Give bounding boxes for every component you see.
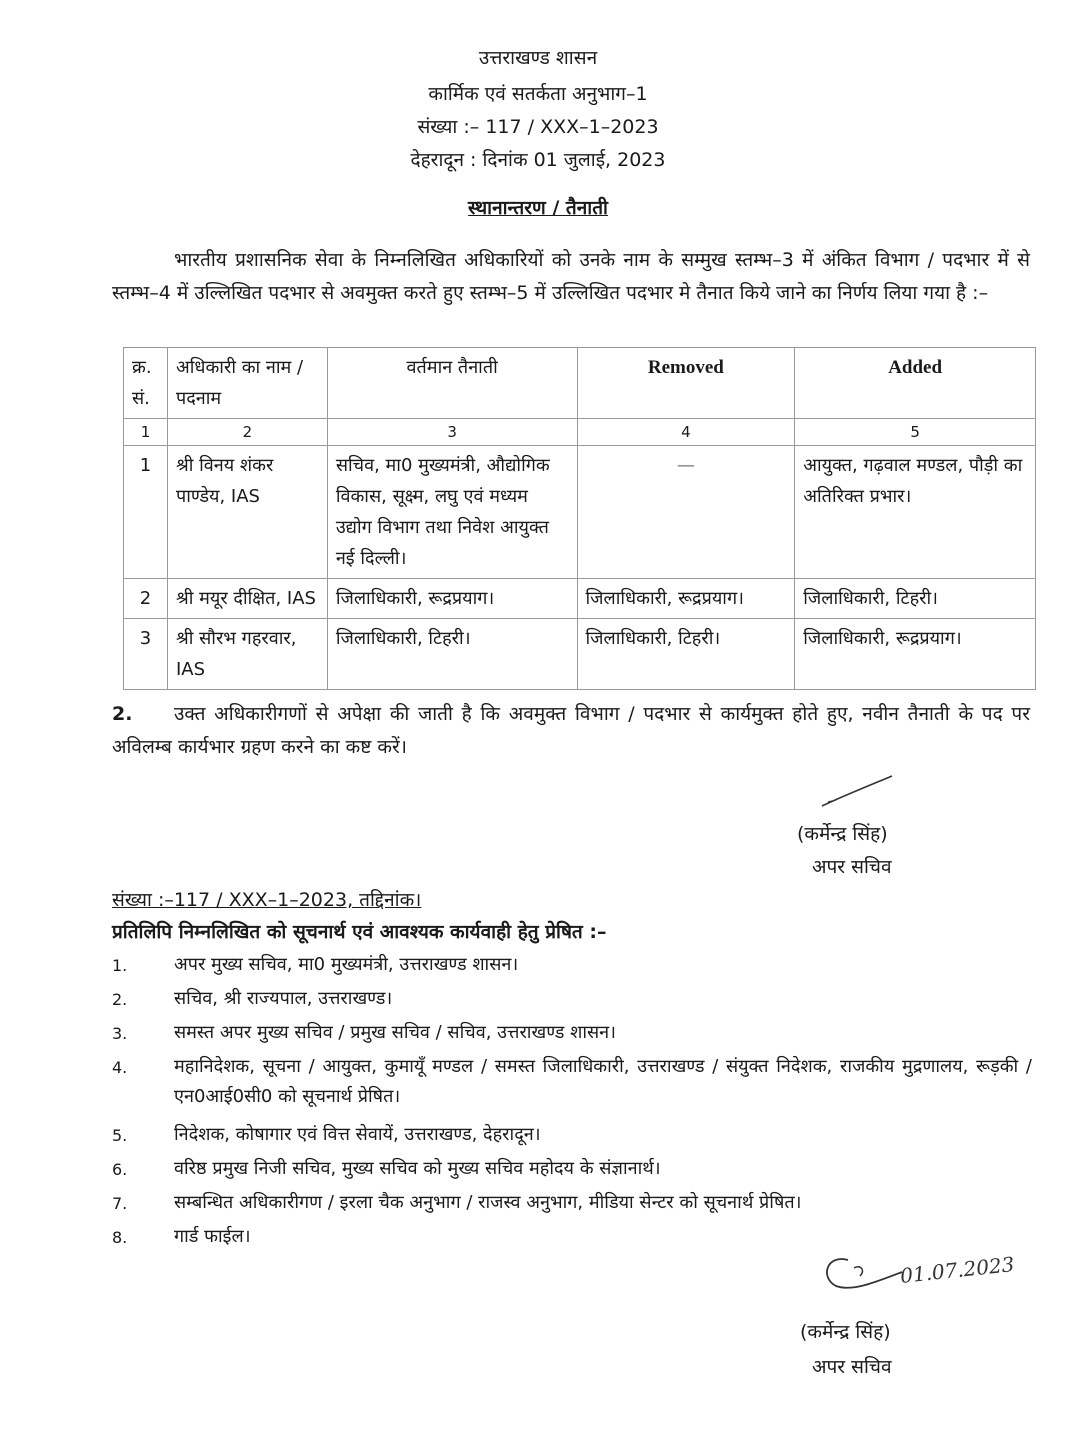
transfer-table — [123, 347, 1036, 690]
signature-stroke-2 — [818, 1248, 908, 1294]
list-item-number: 8. — [112, 1228, 128, 1247]
intro-paragraph-text: भारतीय प्रशासनिक सेवा के निम्नलिखित अधिकारियों को उनके नाम के सम्मुख स्तम्भ–3 में अंकित विभाग / पदभार में से स्तम्भ–4 में उल्लिखित पदभार से अवमुक्त करते हुए स्तम्भ–5 में उल्लिखित पदभार मे तैनात किये जाने का निर्णय लिया गया है :– — [112, 249, 1030, 304]
row-current-posting: सचिव, मा0 मुख्यमंत्री, औद्योगिक विकास, सूक्ष्म, लघु एवं मध्यम उद्योग विभाग तथा निवेश आयुक्त नई दिल्ली। — [327, 446, 577, 579]
header-place-date: देहरादून : दिनांक 01 जुलाई, 2023 — [410, 149, 666, 171]
list-item-number: 2. — [112, 990, 128, 1009]
column-number: 4 — [577, 419, 795, 446]
column-number: 1 — [124, 419, 168, 446]
row-removed: — — [577, 446, 795, 579]
list-item-text: निदेशक, कोषागार एवं वित्त सेवायें, उत्तराखण्ड, देहरादून। — [174, 1124, 541, 1145]
column-number: 5 — [795, 419, 1036, 446]
header-removed: Removed — [577, 348, 795, 419]
row-current-posting: जिलाधिकारी, रूद्रप्रयाग। — [327, 579, 577, 619]
signatory-designation-2: अपर सचिव — [812, 1356, 892, 1378]
table-row — [124, 619, 1036, 690]
row-removed: जिलाधिकारी, टिहरी। — [577, 619, 795, 690]
intro-paragraph — [112, 244, 1030, 310]
row-officer-name: श्री मयूर दीक्षित, IAS — [167, 579, 327, 619]
header-department: कार्मिक एवं सतर्कता अनुभाग–1 — [428, 83, 648, 105]
paragraph-2-text: उक्त अधिकारीगणों से अपेक्षा की जाती है कि अवमुक्त विभाग / पदभार से कार्यमुक्त होते हुए, नवीन तैनाती के पद पर अविलम्ब कार्यभार ग्रहण करने का कष्ट करें। — [112, 703, 1030, 758]
row-added: आयुक्त, गढ़वाल मण्डल, पौड़ी का अतिरिक्त प्रभार। — [795, 446, 1036, 579]
list-item-text: अपर मुख्य सचिव, मा0 मुख्यमंत्री, उत्तराखण्ड शासन। — [174, 954, 519, 975]
list-item-number: 5. — [112, 1126, 128, 1145]
list-item-text: सम्बन्धित अधिकारीगण / इरला चैक अनुभाग / राजस्व अनुभाग, मीडिया सेन्टर को सूचनार्थ प्रेषित। — [174, 1192, 802, 1213]
table-header-row — [124, 348, 1036, 419]
column-number: 3 — [327, 419, 577, 446]
list-item-number: 1. — [112, 956, 128, 975]
header-officer-name: अधिकारी का नाम / पदनाम — [167, 348, 327, 419]
row-sno: 1 — [124, 446, 168, 579]
list-item-text: गार्ड फाईल। — [174, 1226, 251, 1247]
signatory-designation-1: अपर सचिव — [812, 856, 892, 878]
copy-title: प्रतिलिपि निम्नलिखित को सूचनार्थ एवं आवश्यक कार्यवाही हेतु प्रेषित :– — [112, 921, 607, 943]
row-officer-name: श्री सौरभ गहरवार, IAS — [167, 619, 327, 690]
row-removed: जिलाधिकारी, रूद्रप्रयाग। — [577, 579, 795, 619]
column-number: 2 — [167, 419, 327, 446]
list-item-text: समस्त अपर मुख्य सचिव / प्रमुख सचिव / सचिव, उत्तराखण्ड शासन। — [174, 1022, 616, 1043]
list-item-number: 7. — [112, 1194, 128, 1213]
row-current-posting: जिलाधिकारी, टिहरी। — [327, 619, 577, 690]
row-sno: 2 — [124, 579, 168, 619]
table-row — [124, 579, 1036, 619]
list-item-number: 3. — [112, 1024, 128, 1043]
header-added: Added — [795, 348, 1036, 419]
header-government: उत्तराखण्ड शासन — [478, 47, 598, 69]
list-item-text: सचिव, श्री राज्यपाल, उत्तराखण्ड। — [174, 988, 393, 1009]
list-item-text: वरिष्ठ प्रमुख निजी सचिव, मुख्य सचिव को मुख्य सचिव महोदय के संज्ञानार्थ। — [174, 1158, 661, 1179]
row-sno: 3 — [124, 619, 168, 690]
signatory-name-2: (कर्मेन्द्र सिंह) — [800, 1321, 891, 1343]
row-added: जिलाधिकारी, टिहरी। — [795, 579, 1036, 619]
table-column-number-row — [124, 419, 1036, 446]
paragraph-2-number: 2. — [112, 703, 133, 725]
header-sno: क्र. सं. — [124, 348, 168, 419]
header-current-posting: वर्तमान तैनाती — [327, 348, 577, 419]
signature-stroke-1 — [818, 772, 898, 812]
subject-heading: स्थानान्तरण / तैनाती — [468, 197, 608, 219]
list-item-text: महानिदेशक, सूचना / आयुक्त, कुमायूँ मण्डल / समस्त जिलाधिकारी, उत्तराखण्ड / संयुक्त निदेशक, राजकीय मुद्रणालय, रूड़की / एन0आई0सी0 को सूचनार्थ प्रेषित। — [174, 1056, 1032, 1107]
row-officer-name: श्री विनय शंकर पाण्डेय, IAS — [167, 446, 327, 579]
copy-reference-line: संख्या :–117 / XXX–1–2023, तद्दिनांक। — [112, 889, 422, 911]
signatory-name-1: (कर्मेन्द्र सिंह) — [797, 823, 888, 845]
paragraph-2 — [112, 698, 1030, 764]
table-row — [124, 446, 1036, 579]
list-item-number: 6. — [112, 1160, 128, 1179]
row-added: जिलाधिकारी, रूद्रप्रयाग। — [795, 619, 1036, 690]
handwritten-date: 01.07.2023 — [899, 1252, 1016, 1288]
list-item-number: 4. — [112, 1058, 128, 1077]
header-reference-number: संख्या :– 117 / XXX–1–2023 — [417, 116, 659, 138]
